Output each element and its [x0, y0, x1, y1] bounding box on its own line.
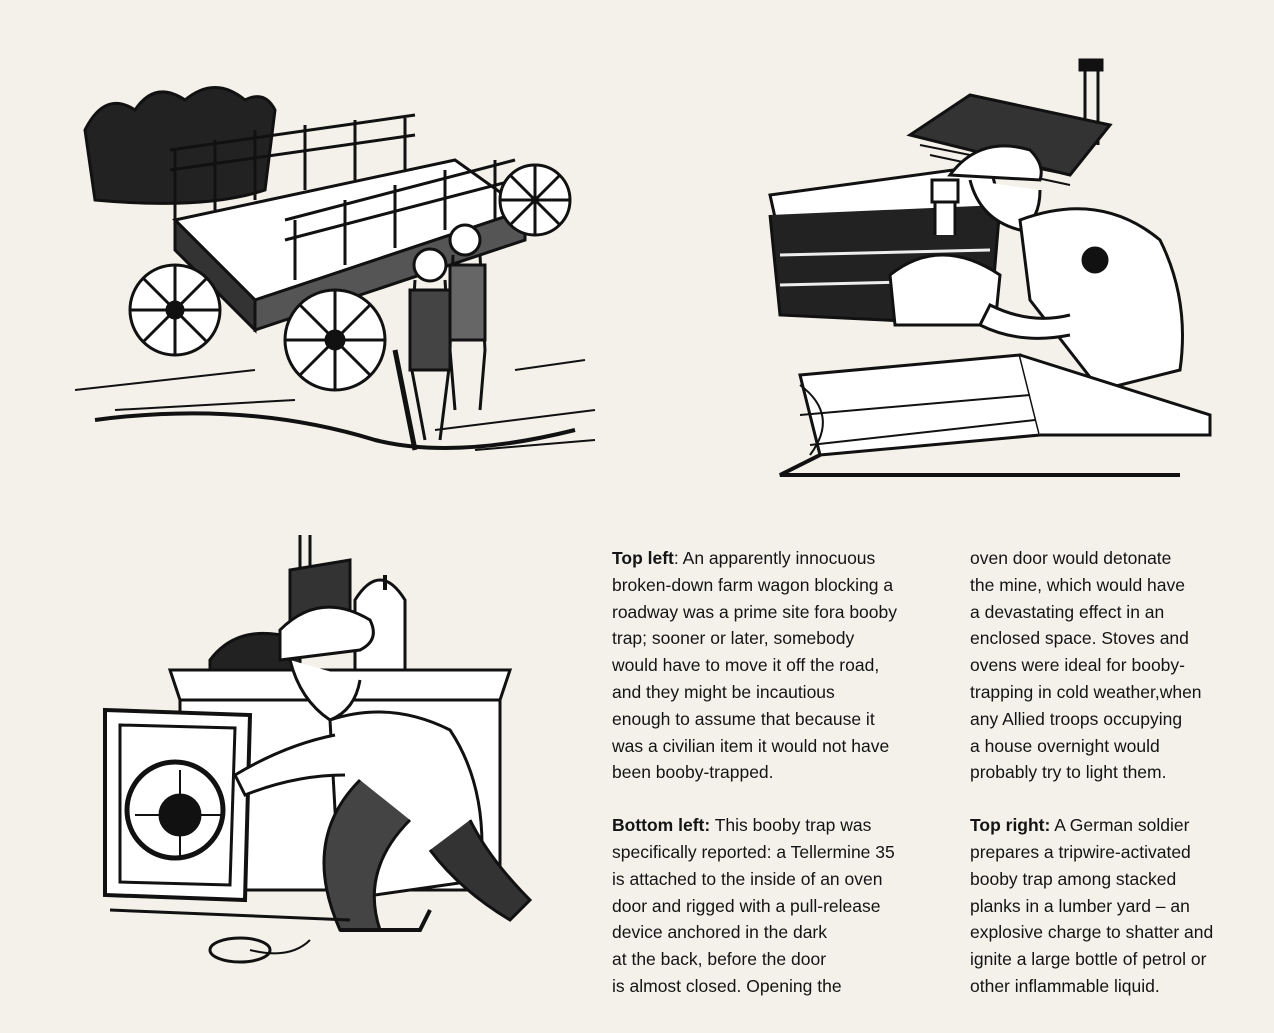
caption-line: roadway was a prime site fora booby [612, 601, 897, 622]
soldier-oven-illustration [100, 530, 560, 980]
caption-text: This booby trap was [710, 815, 872, 836]
caption-line: enclosed space. Stoves and [970, 628, 1189, 649]
caption-label: Top left [612, 548, 674, 568]
caption-line: prepares a tripwire-activated [970, 841, 1191, 862]
caption-line: the mine, which would have [970, 574, 1185, 595]
caption-line [970, 812, 1213, 839]
caption-line: booby trap among stacked [970, 868, 1177, 889]
caption-line: is attached to the inside of an oven [612, 868, 883, 889]
caption-label: Bottom left: [612, 815, 711, 836]
farm-wagon-illustration [55, 70, 615, 470]
caption-line: probably try to light them. [970, 762, 1167, 783]
caption-line: oven door would detonate [970, 548, 1172, 568]
caption-line: explosive charge to shatter and [970, 922, 1214, 943]
caption-line: other inflammable liquid. [970, 975, 1160, 996]
caption-top-left [612, 545, 897, 786]
caption-line: at the back, before the door [612, 949, 827, 970]
caption-line: was a civilian item it would not have [612, 735, 890, 756]
caption-text: : An apparently innocuous [673, 548, 876, 568]
caption-line: a house overnight would [970, 735, 1160, 756]
caption-line: a devastating effect in an [970, 601, 1165, 622]
caption-label: Top right: [970, 815, 1051, 836]
caption-line [612, 812, 897, 839]
caption-column-right [970, 545, 1213, 1000]
caption-line: enough to assume that because it [612, 708, 875, 729]
caption-line: been booby-trapped. [612, 762, 774, 783]
caption-line: broken-down farm wagon blocking a [612, 574, 894, 595]
caption-line: planks in a lumber yard – an [970, 895, 1190, 916]
caption-line [612, 545, 897, 572]
caption-bottom-left-continued [970, 545, 1213, 786]
caption-top-right [970, 812, 1213, 1000]
caption-line: specifically reported: a Tellermine 35 [612, 841, 895, 862]
caption-line: any Allied troops occupying [970, 708, 1183, 729]
caption-line: door and rigged with a pull-release [612, 895, 881, 916]
caption-bottom-left [612, 812, 897, 1000]
caption-line: ovens were ideal for booby- [970, 655, 1185, 676]
caption-line: would have to move it off the road, [612, 655, 880, 676]
caption-text: A German soldier [1050, 815, 1190, 836]
caption-column-left [612, 545, 897, 1000]
caption-line: trapping in cold weather,when [970, 681, 1202, 702]
caption-line: ignite a large bottle of petrol or [970, 949, 1207, 970]
soldier-lumber-yard-illustration [740, 55, 1220, 485]
caption-line: and they might be incautious [612, 681, 835, 702]
caption-line: device anchored in the dark [612, 922, 827, 943]
caption-line: trap; sooner or later, somebody [612, 628, 855, 649]
caption-line: is almost closed. Opening the [612, 975, 842, 996]
